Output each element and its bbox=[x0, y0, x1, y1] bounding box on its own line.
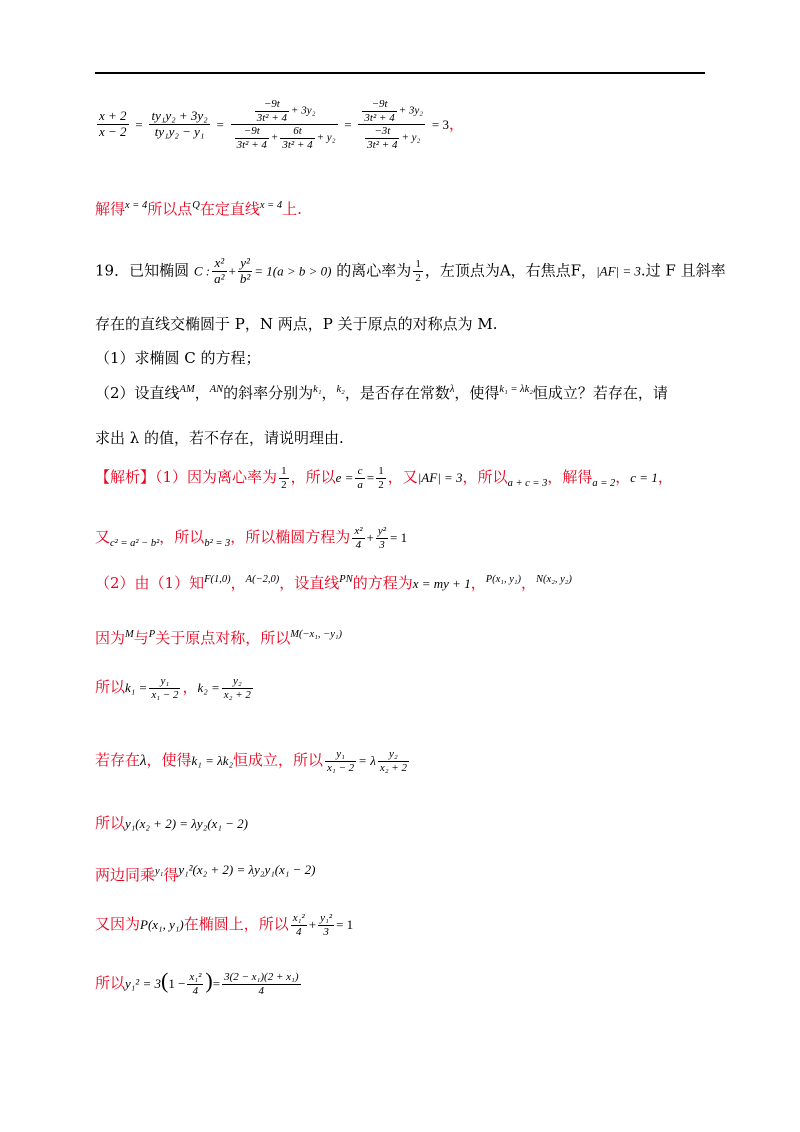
solution-line-8: 两边同乘$^{y_1}$得$^{y_1^2(x_2 + 2) = \lambda y_2y_1(x_1 - 2)}$ bbox=[95, 862, 316, 884]
fraction-num: ty₁y₂ + 3y₂ bbox=[151, 108, 208, 124]
fraction-2-num: $\frac{-9t}{\text{3t² + 4}}$ + 3y₂ bbox=[231, 98, 338, 125]
question-19-part-1: （1）求椭圆 C 的方程； bbox=[95, 349, 261, 367]
question-19-line-1: 19．已知椭圆 C : $\frac{\text{x²}}{\text{a²}}$ + $\frac{\text{y²}}{\text{b²}}$ = 1(a > b > 0) 的离心率为 $\frac{1}{2}$ ，左顶点为A，右焦点F，|AF| = 3.过 F 且斜率 bbox=[95, 255, 726, 286]
solution-line-10: 所以y₁² = 3(1 − $\frac{\text{x₁²}}{4}$ )= $\frac{\text{3(2 − x₁)(2 + x₁)}}{4}$ bbox=[95, 968, 299, 997]
solution-line-2: 又$_{c^2 = a^2 - b^2}$，所以$_{b^2 = 3}$，所以椭圆方程为 $\frac{\text{x²}}{4}$ + $\frac{\text{y²}}{3}$ = 1 bbox=[95, 525, 408, 551]
fraction-num: x + 2 bbox=[99, 108, 127, 124]
solution-line-3: （2）由（1）知$^{F(1,0)}$，$^{A(-2,0)}$，设直线$^{PN}$的方程为x = my + 1，$^{P(x_1, y_1)}$，$^{N(x_2, y_2)}$ bbox=[95, 574, 572, 592]
solution-line-5: 所以k₁ = $\frac{\text{y₁}}{\text{x₁ − 2}}$ ，k₂ = $\frac{\text{y₂}}{\text{x₂ + 2}}$ bbox=[95, 675, 251, 701]
fraction-2-den: $\frac{-9t}{\text{3t² + 4}}$ + $\frac{6t}{\text{3t² + 4}}$ + y₂ bbox=[236, 125, 336, 151]
fraction-1 bbox=[149, 109, 209, 140]
conclusion-line: 解得$^{x = 4}$所以点$^Q$在定直线$^{x = 4}$上. bbox=[95, 200, 302, 218]
fraction-2 bbox=[231, 98, 338, 152]
fraction-3-num: $\frac{-9t}{\text{3t² + 4}}$ + 3y₂ bbox=[358, 98, 425, 125]
fraction-den: x − 2 bbox=[99, 124, 127, 140]
question-19-line-2: 存在的直线交椭圆于 P，N 两点，P 关于原点的对称点为 M. bbox=[95, 315, 498, 333]
solution-line-4: 因为$^M$与$^P$关于原点对称，所以$^{M(-x_1, -y_1)}$ bbox=[95, 629, 343, 647]
question-19-part-2: （2）设直线$^{AM}$，$^{AN}$的斜率分别为$^{k_1}$，$^{k_2}$，是否存在常数$^\lambda$，使得$^{k_1 = \lambda k_2}$恒成立？若存在，请 bbox=[95, 384, 668, 402]
question-19-part-2-cont: 求出 λ 的值，若不存在，请说明理由. bbox=[95, 429, 344, 447]
solution-line-9: 又因为P(x₁, y₁)在椭圆上，所以 $\frac{\text{x₁²}}{4}$ + $\frac{\text{y₁²}}{3}$ = 1 bbox=[95, 912, 354, 938]
fraction-3 bbox=[358, 98, 425, 152]
fraction-lhs bbox=[97, 109, 129, 140]
fraction-3-den: $\frac{-3t}{\text{3t² + 4}}$ + y₂ bbox=[367, 125, 421, 151]
solution-line-1: 【解析】（1）因为离心率为 $\frac{1}{2}$ ，所以e = $\frac{c}{a}$ = $\frac{1}{2}$ ，又|AF| = 3，所以$_{a + c = 3}$，解得$_{a = 2}$，c = 1， bbox=[95, 465, 673, 491]
solution-tag: 【解析】 bbox=[95, 468, 156, 487]
solution-line-6: 若存在λ，使得k₁ = λk₂恒成立，所以 $\frac{\text{y₁}}{\text{x₁ − 2}}$ = λ $\frac{\text{y₂}}{\text{x₂ + 2}}$ bbox=[95, 748, 407, 774]
equation-line-1: $\frac{x + 2}{x - 2}$ = $\frac{\text{ty₁y₂ + 3y₂}}{\text{ty₁y₂ − y₁}}$ = $\frac{-9t}{\text{3t² + 4}}$ + 3y₂ $\frac{-9t}{\text{3t² + 4}}$ + $\frac{6t}{\text{3t² + 4}}$ + y₂ = $\frac{-9t}{\text{3t² + 4}}$ + 3y₂ $\frac{-3t}{\text{3t² + 4}}$ + y₂ = 3， bbox=[99, 98, 464, 151]
fraction-den: ty₁y₂ − y₁ bbox=[154, 124, 205, 140]
result: = 3 bbox=[431, 116, 449, 132]
header-rule bbox=[95, 72, 705, 74]
solution-line-7: 所以y₁(x₂ + 2) = λy₂(x₁ − 2) bbox=[95, 814, 248, 832]
